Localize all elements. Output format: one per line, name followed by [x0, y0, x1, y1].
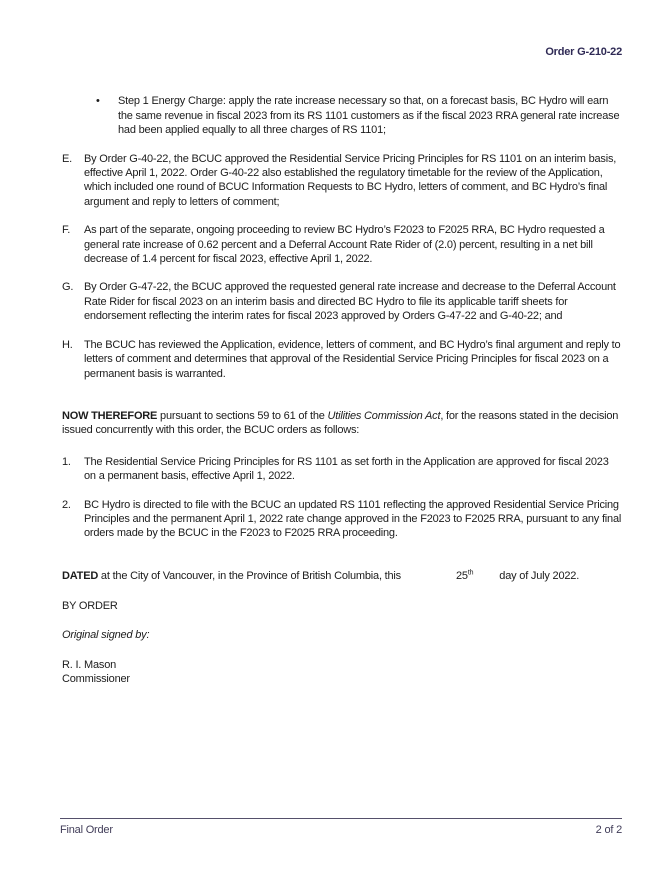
dated-day-suffix: th [467, 569, 474, 577]
dated-text-before: at the City of Vancouver, in the Province of British Columbia, this [98, 569, 401, 582]
recital-g-text: By Order G-47-22, the BCUC approved the requested general rate increase and decrease to the Deferral Account Rate Rider for fiscal 2023 on an interim basis and directed BC Hydro to file its applicable tariff sheets for endorsement reflecting the interim rates for fiscal 2023 approved by Orders G-47-22 and G-40-22; and [84, 281, 616, 323]
recital-h [62, 338, 622, 381]
page-footer [60, 818, 622, 837]
document-content [0, 45, 672, 687]
recital-g [62, 280, 622, 323]
recital-h-letter: H. [62, 338, 73, 351]
directive-2-number: 2. [62, 498, 71, 511]
bullet-marker: • [96, 95, 100, 108]
recital-f-text: As part of the separate, ongoing proceeding to review BC Hydro’s F2023 to F2025 RRA, BC Hydro requested a general rate increase of 0.62 percent and a Deferral Account Rate Rider of (2.0) percent, resulting in a net bill decrease of 1.4 percent for fiscal 2023, effective April 1, 2022. [84, 224, 605, 266]
recital-e-text: By Order G-40-22, the BCUC approved the Residential Service Pricing Principles for RS 1101 on an interim basis, effective April 1, 2022. Order G-40-22 also established the regulatory timetable for the review of the Application, which included one round of BCUC Information Requests to BC Hydro, letters of comment, and BC Hydro’s final argument and reply to letters of comment; [84, 152, 617, 208]
recital-f [62, 223, 622, 266]
dated-text-after: day of July 2022. [499, 569, 580, 582]
recital-g-letter: G. [62, 281, 74, 294]
recital-e-letter: E. [62, 152, 72, 165]
dated-day-number: 25 [455, 569, 468, 582]
therefore-text-post: , for the reasons stated in the decision issued concurrently with this order, the BCUC orders as follows: [62, 409, 619, 437]
footer-left-label: Final Order [60, 824, 113, 836]
dated-keyword: DATED [62, 569, 99, 582]
signed-note: Original signed by: [62, 628, 150, 641]
directive-1-number: 1. [62, 455, 71, 468]
recital-h-text: The BCUC has reviewed the Application, evidence, letters of comment, and BC Hydro’s final argument and reply to letters of comment and determines that approval of the Residential Service Pricing Principles for fiscal 2023 on a permanent basis is warranted. [84, 338, 621, 380]
therefore-paragraph [62, 409, 622, 438]
directive-1 [62, 455, 622, 484]
recital-e [62, 152, 622, 210]
dated-line [62, 569, 622, 583]
bullet-item [62, 94, 622, 137]
therefore-keyword: NOW THEREFORE [62, 409, 158, 422]
directive-2 [62, 498, 622, 541]
by-order-line: BY ORDER [62, 600, 118, 613]
act-title: Utilities Commission Act [327, 409, 441, 422]
signatory-title: Commissioner [62, 673, 130, 686]
therefore-text-pre: pursuant to sections 59 to 61 of the [157, 409, 328, 422]
recital-f-letter: F. [62, 224, 71, 237]
signatory-name: R. I. Mason [62, 658, 117, 671]
directive-2-text: BC Hydro is directed to file with the BCUC an updated RS 1101 reflecting the approved Residential Service Pricing Principles and the permanent April 1, 2022 rate change approved in the F2023 to F2025 RRA, pursuant to any final orders made by the BCUC in the F2023 to F2025 RRA proceeding. [84, 498, 622, 540]
footer-page-number: 2 of 2 [595, 824, 622, 836]
bullet-item-text: Step 1 Energy Charge: apply the rate increase necessary so that, on a forecast basis, BC Hydro will earn the same revenue in fiscal 2023 from its RS 1101 customers as if the fiscal 2023 RRA general rate increase had been applied equally to all three charges of RS 1101; [118, 95, 620, 137]
directive-1-text: The Residential Service Pricing Principles for RS 1101 as set forth in the Application are approved for fiscal 2023 on a permanent basis, effective April 1, 2022. [84, 455, 609, 483]
order-number: Order G-210-22 [545, 46, 622, 58]
